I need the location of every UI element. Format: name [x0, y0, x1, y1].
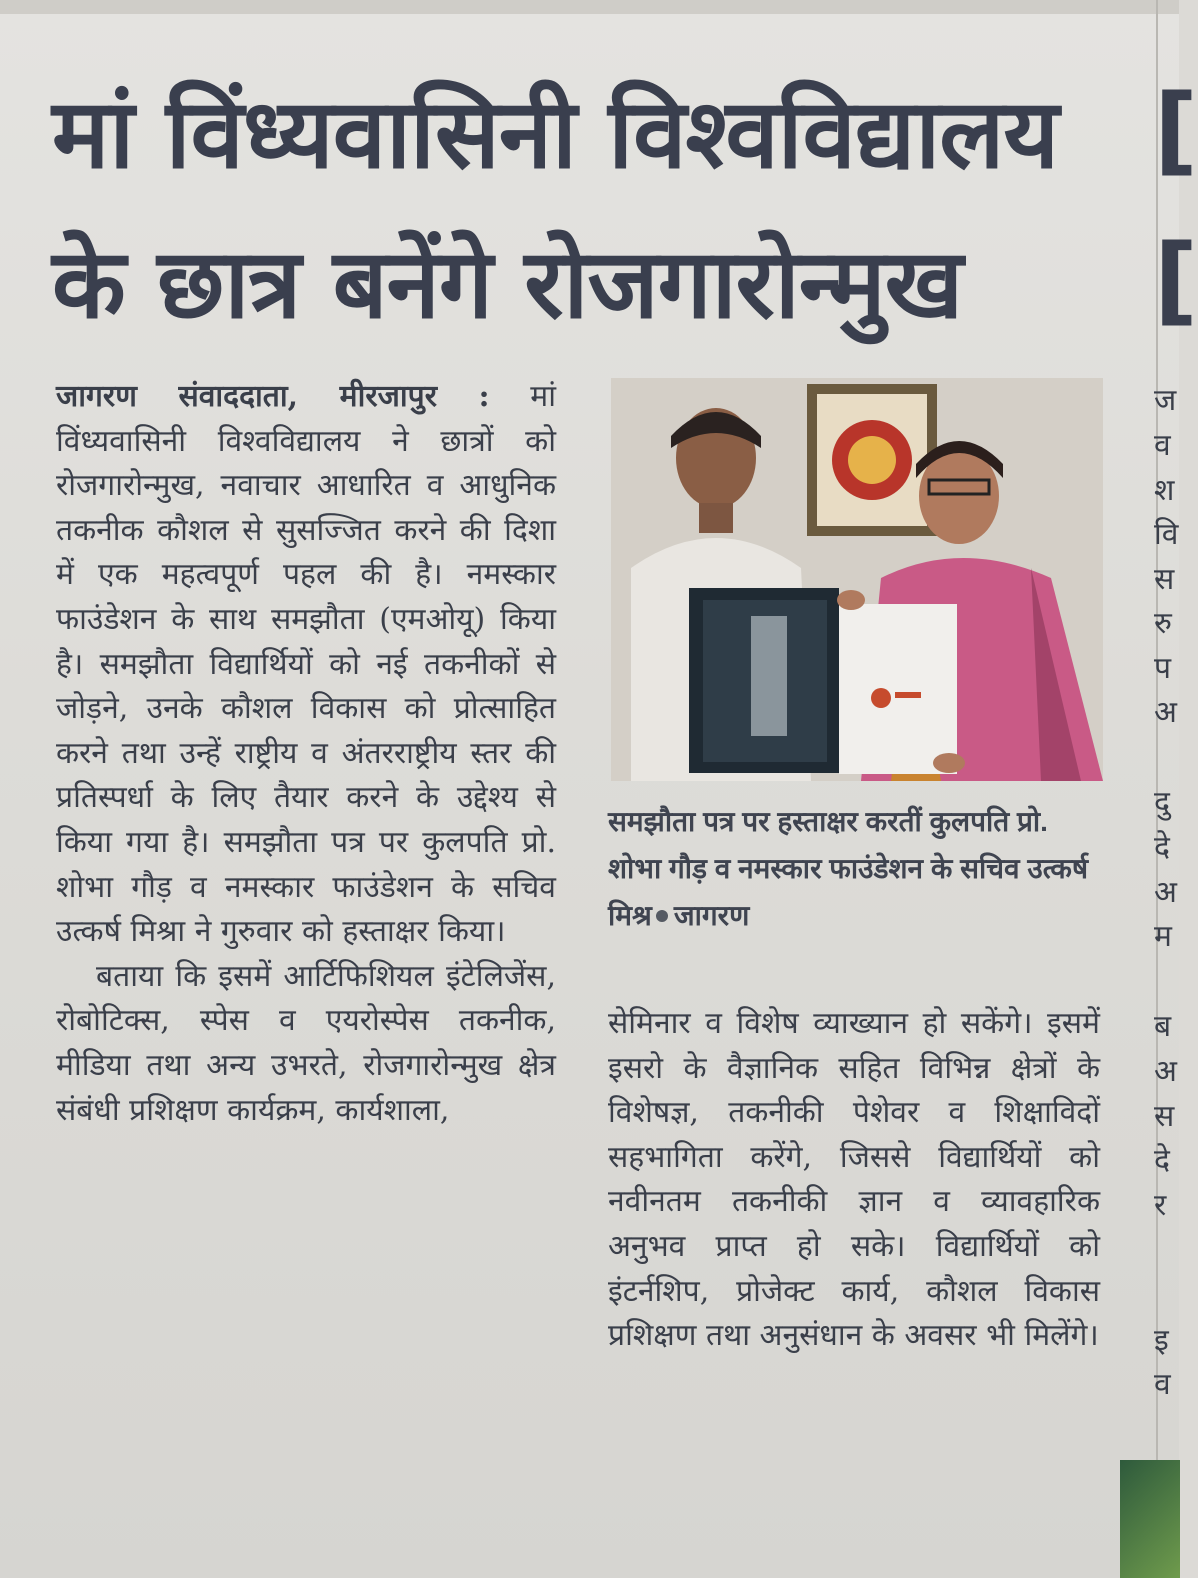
adjacent-char: स [1154, 562, 1175, 597]
adjacent-char: दे [1154, 830, 1170, 865]
photo-caption [608, 798, 1100, 939]
headline-line-2: के छात्र बनेंगे रोजगारोन्मुख [52, 228, 963, 340]
adjacent-char: श [1154, 473, 1175, 508]
news-photo [611, 378, 1103, 781]
photo-credit: जागरण [673, 900, 750, 931]
adjacent-char: व [1154, 1367, 1171, 1402]
adjacent-char: प [1154, 651, 1172, 686]
article-column-left [56, 375, 556, 1133]
adjacent-char: अ [1154, 1054, 1177, 1089]
headline-line-1: मां विंध्यवासिनी विश्वविद्यालय [52, 78, 1059, 190]
adjacent-image-corner [1120, 1460, 1180, 1578]
article-paragraph-3: सेमिनार व विशेष व्याख्यान हो सकेंगे। इसमें इसरो के वैज्ञानिक सहित विभिन्न क्षेत्रों के विशेषज्ञ, तकनीकी पेशेवर व शिक्षाविदों सहभागिता करेंगे, जिससे विद्यार्थियों को नवीनतम तकनीकी ज्ञान व व्यावहारिक अनुभव प्राप्त हो सके। विद्यार्थियों को इंटर्नशिप, प्रोजेक्ट कार्य, कौशल विकास प्रशिक्षण तथा अनुसंधान के अवसर भी मिलेंगे। [608, 1006, 1100, 1354]
article-paragraph-2: बताया कि इसमें आर्टिफिशियल इंटेलिजेंस, रोबोटिक्स, स्पेस व एयरोस्पेस तकनीक, मीडिया तथा अन्य उभरते, रोजगारोन्मुख क्षेत्र संबंधी प्रशिक्षण कार्यक्रम, कार्यशाला, [56, 958, 556, 1128]
adjacent-char: ज [1154, 383, 1177, 418]
adjacent-headline-char: [ [1154, 224, 1198, 336]
adjacent-char: दे [1154, 1143, 1170, 1178]
bullet-icon [656, 910, 668, 922]
adjacent-char: रु [1154, 606, 1172, 641]
article-paragraph-1: मां विंध्यवासिनी विश्वविद्यालय ने छात्रों को रोजगारोन्मुख, नवाचार आधारित व आधुनिक तकनीक कौशल से सुसज्जित करने की दिशा में एक महत्वपूर्ण पहल की है। नमस्कार फाउंडेशन के साथ समझौता (एमओयू) किया है। समझौता विद्यार्थियों को नई तकनीकों से जोड़ने, उनके कौशल विकास को प्रोत्साहित करने तथा उन्हें राष्ट्रीय व अंतरराष्ट्रीय स्तर की प्रतिस्पर्धा के लिए तैयार करने के उद्देश्य से किया गया है। समझौता पत्र पर कुलपति प्रो. शोभा गौड़ व नमस्कार फाउंडेशन के सचिव उत्कर्ष मिश्रा ने गुरुवार को हस्ताक्षर किया। [56, 379, 556, 950]
adjacent-char: अ [1154, 695, 1177, 730]
adjacent-char: स [1154, 1099, 1175, 1134]
adjacent-char: दु [1154, 785, 1170, 820]
adjacent-char: इ [1154, 1323, 1169, 1358]
adjacent-char: वि [1154, 517, 1179, 552]
adjacent-char: व [1154, 428, 1171, 463]
adjacent-char: र [1154, 1188, 1167, 1223]
top-border [0, 0, 1179, 14]
photo-illustration [611, 378, 1103, 781]
adjacent-char: म [1154, 919, 1172, 954]
caption-text: समझौता पत्र पर हस्ताक्षर करतीं कुलपति प्रो. शोभा गौड़ व नमस्कार फाउंडेशन के सचिव उत्कर्ष मिश्र [608, 806, 1089, 931]
adjacent-char: अ [1154, 875, 1177, 910]
adjacent-char: ब [1154, 1009, 1172, 1044]
dateline: जागरण संवाददाता, मीरजापुर : [56, 379, 490, 414]
article-column-right [608, 1002, 1100, 1359]
adjacent-article-edge [1150, 0, 1198, 1578]
adjacent-headline-char: [ [1154, 74, 1198, 186]
